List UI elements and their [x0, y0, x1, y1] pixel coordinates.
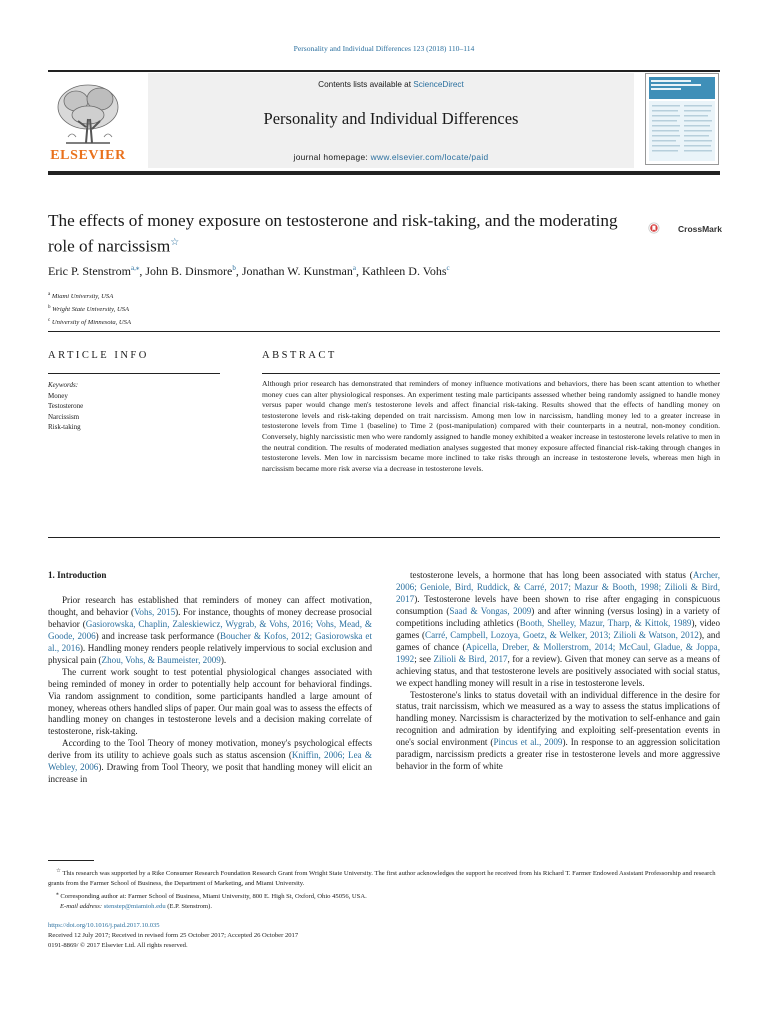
affiliation-mark: b — [48, 305, 51, 311]
funding-footnote — [48, 866, 720, 889]
citation-link[interactable]: Boucher & Kofos, 2012; Gasiorowska et al., 2016 — [48, 630, 372, 653]
author-name[interactable]: Kathleen D. Vohs — [361, 264, 447, 278]
citation-link[interactable]: Apicella, Dreber, & Mollerstrom, 2014; McCaul, Gladue, & Joppa, 1992 — [396, 641, 720, 664]
article-title — [48, 210, 628, 258]
body-column-left — [48, 570, 372, 786]
abstract-text: Although prior research has demonstrated that reminders of money influence motivations and behaviors, there has been scant attention to whether money cues can alter physiological responses. An experiment testing male participants assessed whether being randomly assigned to handle money versus paper would change men's testosterone levels and affect financial risk-taking. Results showed that the effects of handling money on testosterone levels and risk-taking depended on trait narcissism. Among men low in narcissism, handling money led to a greater increase in testosterone levels from Time 1 (baseline) to Time 2 (post-manipulation) compared with their counterparts in a neutral, non-money condition. Conversely, highly narcissistic men who were randomly assigned to handle money exhibited a weaker increase in testosterone levels relative to men in the neutral condition. The results of moderated mediation analyses suggested that money exposure affected financial risk-taking through changes in testosterone levels. Men low in narcissism became more inclined to take risks through an increase in testosterone levels, whereas men high in narcissism became more risk averse via a decrease in testosterone levels. — [262, 379, 720, 473]
article-title-text: The effects of money exposure on testosterone and risk-taking, and the moderating role of narcissism — [48, 211, 618, 256]
paragraph-text: ) and increase task performance ( — [95, 630, 221, 641]
body-paragraph — [48, 595, 372, 667]
paragraph-text: ), and games of chance ( — [396, 629, 720, 652]
paragraph-text: ). — [220, 654, 227, 665]
body-paragraph — [48, 738, 372, 786]
paragraph-text: ). For instance, thoughts of money decrease prosocial behavior ( — [48, 606, 372, 629]
paragraph-text: The current work sought to test potential physiological changes associated with being reminded of money in order to potentially help account for behavioral findings. Via random assignment to condition, some participants handled a large amount of money, whereas others handled slips of paper. Our main goal was to assess the effects of handling money on changes in testosterone levels and a decision making correlate of testosterone, risk-taking. — [48, 666, 372, 737]
paragraph-text: ), video games ( — [396, 617, 721, 640]
citation-link[interactable]: Booth, Shelley, Mazur, Tharp, & Kittok, 1989 — [519, 617, 692, 628]
affiliations — [48, 289, 131, 329]
paragraph-text: ; see — [414, 653, 434, 664]
paragraph-text: ). In response to an aggression solicitation paradigm, narcissism predicts a greater rise in testosterone levels and more aggressive behavior in the form of white — [396, 737, 720, 772]
author-affiliation-mark[interactable]: c — [446, 264, 450, 272]
footnote-divider — [48, 860, 94, 861]
affiliation-text: Wright State University, USA — [52, 306, 130, 314]
corresponding-footnote — [48, 889, 720, 902]
email-label: E-mail address: — [60, 903, 103, 911]
paragraph-text: ) and after winning (versus losing) in a variety of competitions including athletics ( — [396, 605, 720, 628]
corresponding-text: Corresponding author at: Farmer School of Business, Miami University, 800 E. High St, Oxford, Ohio 45056, USA. — [60, 893, 367, 901]
journal-reference[interactable]: Personality and Individual Differences 123 (2018) 110–114 — [293, 44, 475, 53]
body-paragraph — [48, 667, 372, 739]
paragraph-text: Prior research has established that reminders of money can affect motivation, thought, and behavior ( — [48, 594, 372, 617]
author-name[interactable]: John B. Dinsmore — [145, 264, 233, 278]
paragraph-text: ). Testosterone levels have been shown to rise after engaging in conspicuous consumption ( — [396, 593, 720, 616]
right-paragraphs — [396, 570, 720, 773]
funding-text: This research was supported by a Rike Consumer Research Foundation Research Grant from Wright State University. The first author acknowledges the support he received from his Richard T. Farmer Endowed Assistant Professorship and research grants from the Farmer School of Business, the Department of Marketing, and Miami University. — [48, 870, 716, 888]
body-paragraph — [396, 570, 720, 690]
affiliation-divider — [48, 331, 720, 332]
affiliation-mark: c — [48, 318, 51, 324]
author-affiliation-mark[interactable]: a — [352, 264, 356, 272]
author-affiliation-mark[interactable]: a,⁎ — [131, 264, 140, 272]
paragraph-text: ). Drawing from Tool Theory, we posit that handling money will elicit an increase in — [48, 762, 372, 785]
citation-link[interactable]: Archer, 2006; Geniole, Bird, Ruddick, & Carré, 2017; Mazur & Booth, 1998; Zilioli & Bird, 2017 — [396, 570, 720, 604]
citation-link[interactable]: Saad & Vongas, 2009 — [449, 605, 532, 616]
affiliation-text: University of Minnesota, USA — [51, 319, 132, 327]
received-dates: Received 12 July 2017; Received in revised form 25 October 2017; Accepted 26 October 2017 — [48, 932, 299, 940]
article-info-heading: ARTICLE INFO — [48, 350, 149, 361]
abstract-divider — [262, 373, 720, 374]
paragraph-text: Testosterone's links to status dovetail with an individual difference in the desire for status, trait narcissism, which we measured as a way to assess the status implications of handling money. Narcissism is characterized by the motivation to self-enhance and gain recognition and admiration by identifying and exploiting self-presentation events in one's social environment ( — [396, 689, 720, 748]
citation-link[interactable]: Pincus et al., 2009 — [493, 737, 563, 748]
citation-link[interactable]: Zhou, Vohs, & Baumeister, 2009 — [101, 654, 221, 665]
keywords-label: Keywords: — [48, 381, 79, 389]
journal-homepage-link[interactable]: www.elsevier.com/locate/paid — [370, 152, 489, 162]
homepage-prefix: journal homepage: — [293, 152, 371, 162]
header-bottom-rule — [48, 171, 720, 175]
affiliation-item — [48, 315, 131, 328]
citation-link[interactable]: Gasiorowska, Chaplin, Zaleskiewicz, Wygrab, & Vohs, 2016; Vohs, Mead, & Goode, 2006 — [48, 618, 372, 641]
elsevier-wordmark: ELSEVIER — [50, 148, 126, 163]
paragraph-text: ). Handling money renders people relatively impervious to social exclusion and physical pain ( — [48, 642, 372, 665]
email-link[interactable]: stenstep@miamioh.edu — [103, 903, 166, 911]
keyword-item: Risk-taking — [48, 423, 81, 431]
author-name[interactable]: Jonathan W. Kunstman — [241, 264, 353, 278]
citation-link[interactable]: Carré, Campbell, Lozoya, Goetz, & Welker, 2013; Zilioli & Watson, 2012 — [425, 629, 699, 640]
citation-link[interactable]: Vohs, 2015 — [134, 606, 176, 617]
author-separator: , — [235, 264, 242, 278]
email-line — [48, 902, 720, 912]
crossmark-icon[interactable] — [648, 213, 678, 243]
paragraph-text: , for a review). Given that money can serve as a means of achieving status, and that testosterone levels are positively associated with social status, we expect handling money will result in a rise in testosterone levels. — [396, 653, 720, 688]
footnotes — [48, 866, 720, 912]
affiliation-mark: a — [48, 292, 51, 297]
contents-prefix: Contents lists available at — [318, 80, 414, 89]
body-column-right — [396, 570, 720, 773]
author-separator: , — [139, 264, 146, 278]
journal-cover-thumbnail[interactable] — [645, 73, 719, 165]
corresponding-mark: ⁎ — [56, 891, 59, 898]
funding-footnote-mark: ☆ — [56, 868, 61, 874]
author-list — [48, 264, 450, 279]
keywords-block — [48, 380, 83, 433]
sciencedirect-link[interactable]: ScienceDirect — [413, 80, 464, 89]
paragraph-text: testosterone levels, a hormone that has long been associated with status ( — [410, 570, 693, 580]
doi-link[interactable]: https://doi.org/10.1016/j.paid.2017.10.035 — [48, 922, 160, 929]
author-affiliation-mark[interactable]: b — [232, 264, 236, 272]
article-info-divider — [48, 373, 220, 374]
left-paragraphs — [48, 595, 372, 786]
keyword-item: Testosterone — [48, 402, 84, 410]
affiliation-text: Miami University, USA — [51, 293, 114, 301]
email-suffix: (E.P. Stenstrom). — [165, 903, 212, 911]
crossmark-label[interactable]: CrossMark — [678, 224, 722, 234]
citation-link[interactable]: Zilioli & Bird, 2017 — [433, 653, 508, 664]
keyword-item: Money — [48, 391, 68, 400]
section-heading-introduction: 1. Introduction — [48, 570, 107, 580]
journal-name: Personality and Individual Differences — [263, 109, 519, 128]
author-separator: , — [355, 264, 362, 278]
header-top-rule — [48, 70, 720, 72]
copyright-line: 0191-8869/ © 2017 Elsevier Ltd. All rights reserved. — [48, 942, 188, 950]
title-footnote-mark[interactable]: ☆ — [170, 237, 180, 248]
citation-link[interactable]: Kniffin, 2006; Lea & Webley, 2006 — [48, 750, 372, 773]
body-paragraph — [396, 690, 720, 774]
publication-info — [48, 921, 298, 952]
affiliation-item — [48, 302, 131, 315]
abstract-heading: ABSTRACT — [262, 350, 337, 361]
body-divider — [48, 537, 720, 538]
affiliation-item — [48, 289, 131, 302]
author-name[interactable]: Eric P. Stenstrom — [48, 264, 131, 278]
journal-homepage-line — [148, 152, 634, 162]
keyword-item: Narcissism — [48, 412, 80, 421]
paragraph-text: According to the Tool Theory of money motivation, money's psychological effects derive from its utility to achieve goals such as status ascension ( — [48, 738, 372, 761]
contents-available-line — [148, 80, 634, 89]
